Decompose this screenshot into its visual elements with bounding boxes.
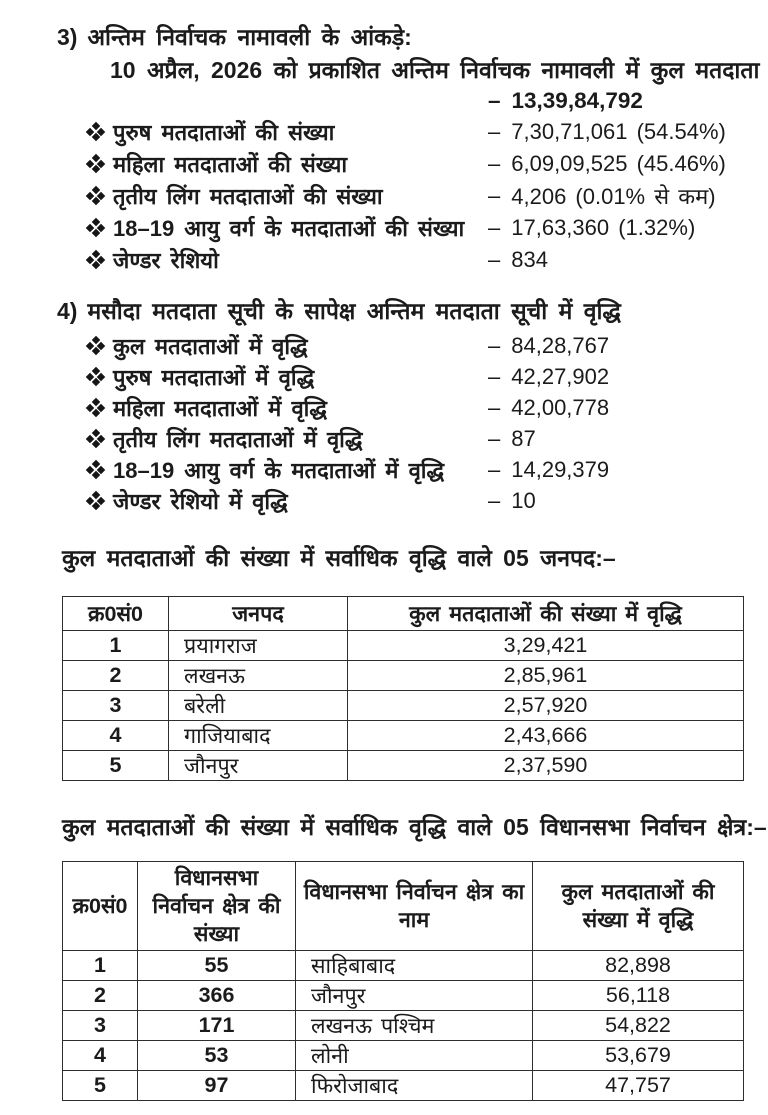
item-value: – 17,63,360 (1.32%) xyxy=(488,215,696,240)
table-row xyxy=(63,1011,744,1041)
list-item-male-voters xyxy=(0,116,768,148)
list-item-18-19-growth xyxy=(0,454,768,485)
dash-glyph: – xyxy=(488,215,501,240)
column-header-district: जनपद xyxy=(169,597,348,631)
dash-glyph: – xyxy=(488,183,501,208)
list-item-third-gender-growth xyxy=(0,423,768,454)
item-label: महिला मतदाताओं में वृद्धि xyxy=(113,395,327,421)
item-value: – 10 xyxy=(488,487,536,513)
cell-ac-name: साहिबाबाद xyxy=(296,951,533,981)
list-item-female-voters xyxy=(0,148,768,180)
table-row xyxy=(63,631,744,661)
list-item-male-growth xyxy=(0,361,768,392)
cell-growth: 2,37,590 xyxy=(348,751,744,781)
cell-sno: 5 xyxy=(63,1071,138,1101)
cell-sno: 3 xyxy=(63,691,169,721)
cell-district: लखनऊ xyxy=(169,661,348,691)
diamond-bullet-icon xyxy=(88,124,104,140)
dash-glyph: – xyxy=(488,363,501,389)
dash-glyph: – xyxy=(488,247,501,272)
section3-number: 3) xyxy=(57,24,78,50)
diamond-bullet-icon xyxy=(88,220,104,236)
districts-table-header-row xyxy=(63,597,744,631)
item-value: – 6,09,09,525 (45.46%) xyxy=(488,151,726,176)
cell-sno: 5 xyxy=(63,751,169,781)
cell-ac-name: लखनऊ पश्चिम xyxy=(296,1011,533,1041)
column-header-growth: कुल मतदाताओं की संख्या में वृद्धि xyxy=(533,862,744,951)
dash-glyph: – xyxy=(488,332,501,358)
table-row xyxy=(63,951,744,981)
districts-table-heading: कुल मतदाताओं की संख्या में सर्वाधिक वृद्धि वाले 05 जनपद:– xyxy=(62,545,616,571)
dash-glyph: – xyxy=(488,119,501,144)
column-header-growth: कुल मतदाताओं की संख्या में वृद्धि xyxy=(348,597,744,631)
list-item-gender-ratio-growth xyxy=(0,485,768,516)
item-value: – 42,27,902 xyxy=(488,363,610,389)
item-label: तृतीय लिंग मतदाताओं में वृद्धि xyxy=(113,426,363,452)
column-header-ac-name: विधानसभा निर्वाचन क्षेत्र का नाम xyxy=(296,862,533,951)
table-row xyxy=(63,1071,744,1101)
item-label: पुरुष मतदाताओं में वृद्धि xyxy=(113,364,315,390)
item-label: महिला मतदाताओं की संख्या xyxy=(113,152,348,177)
constituencies-table-heading: कुल मतदाताओं की संख्या में सर्वाधिक वृद्धि वाले 05 विधानसभा निर्वाचन क्षेत्र:– xyxy=(62,814,767,840)
list-item-female-growth xyxy=(0,392,768,423)
total-voters-value xyxy=(488,86,643,116)
list-item-gender-ratio xyxy=(0,244,768,276)
total-voters-number: 13,39,84,792 xyxy=(511,88,643,113)
item-value: – 14,29,379 xyxy=(488,456,610,482)
total-voters-line xyxy=(0,86,768,116)
cell-growth: 56,118 xyxy=(533,981,744,1011)
cell-growth: 2,85,961 xyxy=(348,661,744,691)
section4-heading xyxy=(57,296,768,326)
diamond-bullet-icon xyxy=(88,400,104,416)
diamond-bullet-icon xyxy=(88,252,104,268)
cell-growth: 54,822 xyxy=(533,1011,744,1041)
table-row xyxy=(63,751,744,781)
item-value: – 834 xyxy=(488,247,548,272)
districts-table xyxy=(62,596,744,781)
section-final-roll-stats xyxy=(0,22,768,276)
item-label: पुरुष मतदाताओं की संख्या xyxy=(113,120,335,145)
table-row xyxy=(63,661,744,691)
item-label: कुल मतदाताओं में वृद्धि xyxy=(113,333,308,359)
dash-glyph: – xyxy=(488,394,501,420)
cell-sno: 1 xyxy=(63,631,169,661)
cell-ac-number: 53 xyxy=(138,1041,296,1071)
section-growth-stats xyxy=(0,296,768,516)
cell-growth: 82,898 xyxy=(533,951,744,981)
dash-glyph: – xyxy=(488,487,501,513)
table-row xyxy=(63,721,744,751)
table-row xyxy=(63,1041,744,1071)
diamond-bullet-icon xyxy=(88,493,104,509)
section3-title: अन्तिम निर्वाचक नामावली के आंकड़े: xyxy=(87,24,412,50)
item-value: – 7,30,71,061 (54.54%) xyxy=(488,119,726,144)
cell-growth: 53,679 xyxy=(533,1041,744,1071)
dash-glyph: – xyxy=(488,456,501,482)
cell-ac-number: 171 xyxy=(138,1011,296,1041)
list-item-total-growth xyxy=(0,330,768,361)
item-value: – 87 xyxy=(488,425,536,451)
item-label: 18–19 आयु वर्ग के मतदाताओं की संख्या xyxy=(113,216,465,241)
item-value: – 84,28,767 xyxy=(488,332,610,358)
section3-subtitle: 10 अप्रैल, 2026 को प्रकाशित अन्तिम निर्वाचक नामावली में कुल मतदाता xyxy=(110,57,760,83)
list-item-third-gender-voters xyxy=(0,180,768,212)
cell-sno: 3 xyxy=(63,1011,138,1041)
cell-sno: 2 xyxy=(63,661,169,691)
item-label: तृतीय लिंग मतदाताओं की संख्या xyxy=(113,184,383,209)
item-label: जेण्डर रेशियो में वृद्धि xyxy=(113,488,288,514)
column-header-sno: क्र0सं0 xyxy=(63,862,138,951)
cell-ac-number: 366 xyxy=(138,981,296,1011)
cell-ac-number: 97 xyxy=(138,1071,296,1101)
cell-ac-number: 55 xyxy=(138,951,296,981)
cell-ac-name: फिरोजाबाद xyxy=(296,1071,533,1101)
dash-glyph: – xyxy=(488,88,501,113)
item-label: जेण्डर रेशियो xyxy=(113,248,219,273)
cell-sno: 4 xyxy=(63,721,169,751)
cell-ac-name: लोनी xyxy=(296,1041,533,1071)
diamond-bullet-icon xyxy=(88,462,104,478)
cell-district: गाजियाबाद xyxy=(169,721,348,751)
item-value: – 4,206 (0.01% से कम) xyxy=(488,183,716,209)
cell-district: जौनपुर xyxy=(169,751,348,781)
cell-district: प्रयागराज xyxy=(169,631,348,661)
table-row xyxy=(63,691,744,721)
cell-sno: 1 xyxy=(63,951,138,981)
section3-heading xyxy=(57,22,768,52)
cell-ac-name: जौनपुर xyxy=(296,981,533,1011)
cell-growth: 47,757 xyxy=(533,1071,744,1101)
cell-district: बरेली xyxy=(169,691,348,721)
diamond-bullet-icon xyxy=(88,431,104,447)
cell-growth: 2,43,666 xyxy=(348,721,744,751)
column-header-sno: क्र0सं0 xyxy=(63,597,169,631)
column-header-ac-number: विधानसभा निर्वाचन क्षेत्र की संख्या xyxy=(138,862,296,951)
section4-title: मसौदा मतदाता सूची के सापेक्ष अन्तिम मतदाता सूची में वृद्धि xyxy=(87,298,621,324)
table-row xyxy=(63,981,744,1011)
constituencies-table xyxy=(62,861,744,1101)
cell-sno: 4 xyxy=(63,1041,138,1071)
cell-sno: 2 xyxy=(63,981,138,1011)
diamond-bullet-icon xyxy=(88,369,104,385)
constituencies-table-header-row xyxy=(63,862,744,951)
dash-glyph: – xyxy=(488,425,501,451)
item-value: – 42,00,778 xyxy=(488,394,610,420)
diamond-bullet-icon xyxy=(88,338,104,354)
diamond-bullet-icon xyxy=(88,188,104,204)
item-label: 18–19 आयु वर्ग के मतदाताओं में वृद्धि xyxy=(113,457,445,483)
list-item-18-19-voters xyxy=(0,212,768,244)
section4-number: 4) xyxy=(57,298,78,324)
cell-growth: 3,29,421 xyxy=(348,631,744,661)
dash-glyph: – xyxy=(488,151,501,176)
diamond-bullet-icon xyxy=(88,156,104,172)
cell-growth: 2,57,920 xyxy=(348,691,744,721)
